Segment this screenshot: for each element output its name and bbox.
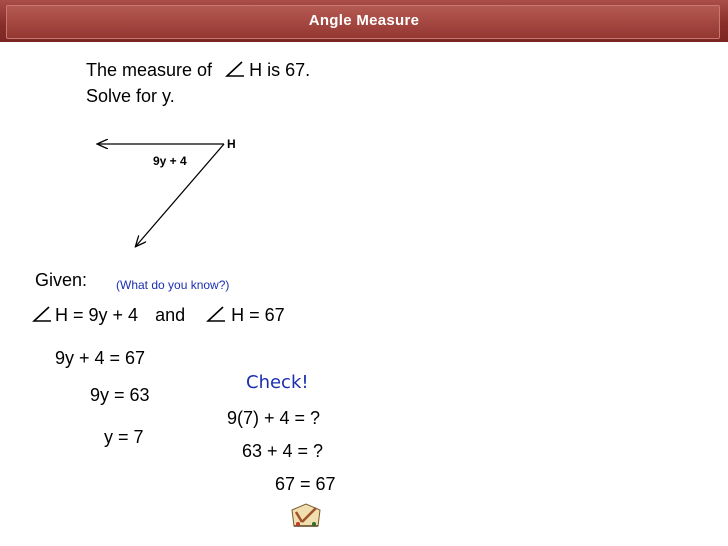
vertex-label: H (227, 137, 236, 151)
problem-line-1-pre: The measure of (86, 60, 213, 80)
solution-step-2: 9y = 63 (90, 385, 150, 405)
given-statements (32, 305, 285, 328)
check-title: Check! (246, 372, 309, 393)
problem-line-2: Solve for y. (86, 86, 175, 106)
given-statement-2: H = 67 (231, 305, 285, 325)
check-line-1: 9(7) + 4 = ? (227, 408, 321, 428)
angle-icon (206, 306, 226, 328)
angle-icon (32, 306, 52, 328)
given-statement-1: H = 9y + 4 (55, 305, 139, 325)
solution-step-3: y = 7 (104, 427, 144, 447)
given-hint: (What do you know?) (116, 278, 230, 292)
check-line-2: 63 + 4 = ? (242, 441, 324, 461)
given-label: Given: (35, 270, 88, 290)
checkmark-button-icon[interactable] (288, 500, 324, 530)
page-title: Angle Measure (308, 12, 420, 29)
check-line-3: 67 = 67 (275, 474, 336, 494)
angle-label: 9y + 4 (153, 154, 187, 168)
solution-step-1: 9y + 4 = 67 (55, 348, 146, 368)
given-connector: and (155, 305, 186, 325)
problem-line-1-post: H is 67. (249, 60, 311, 80)
